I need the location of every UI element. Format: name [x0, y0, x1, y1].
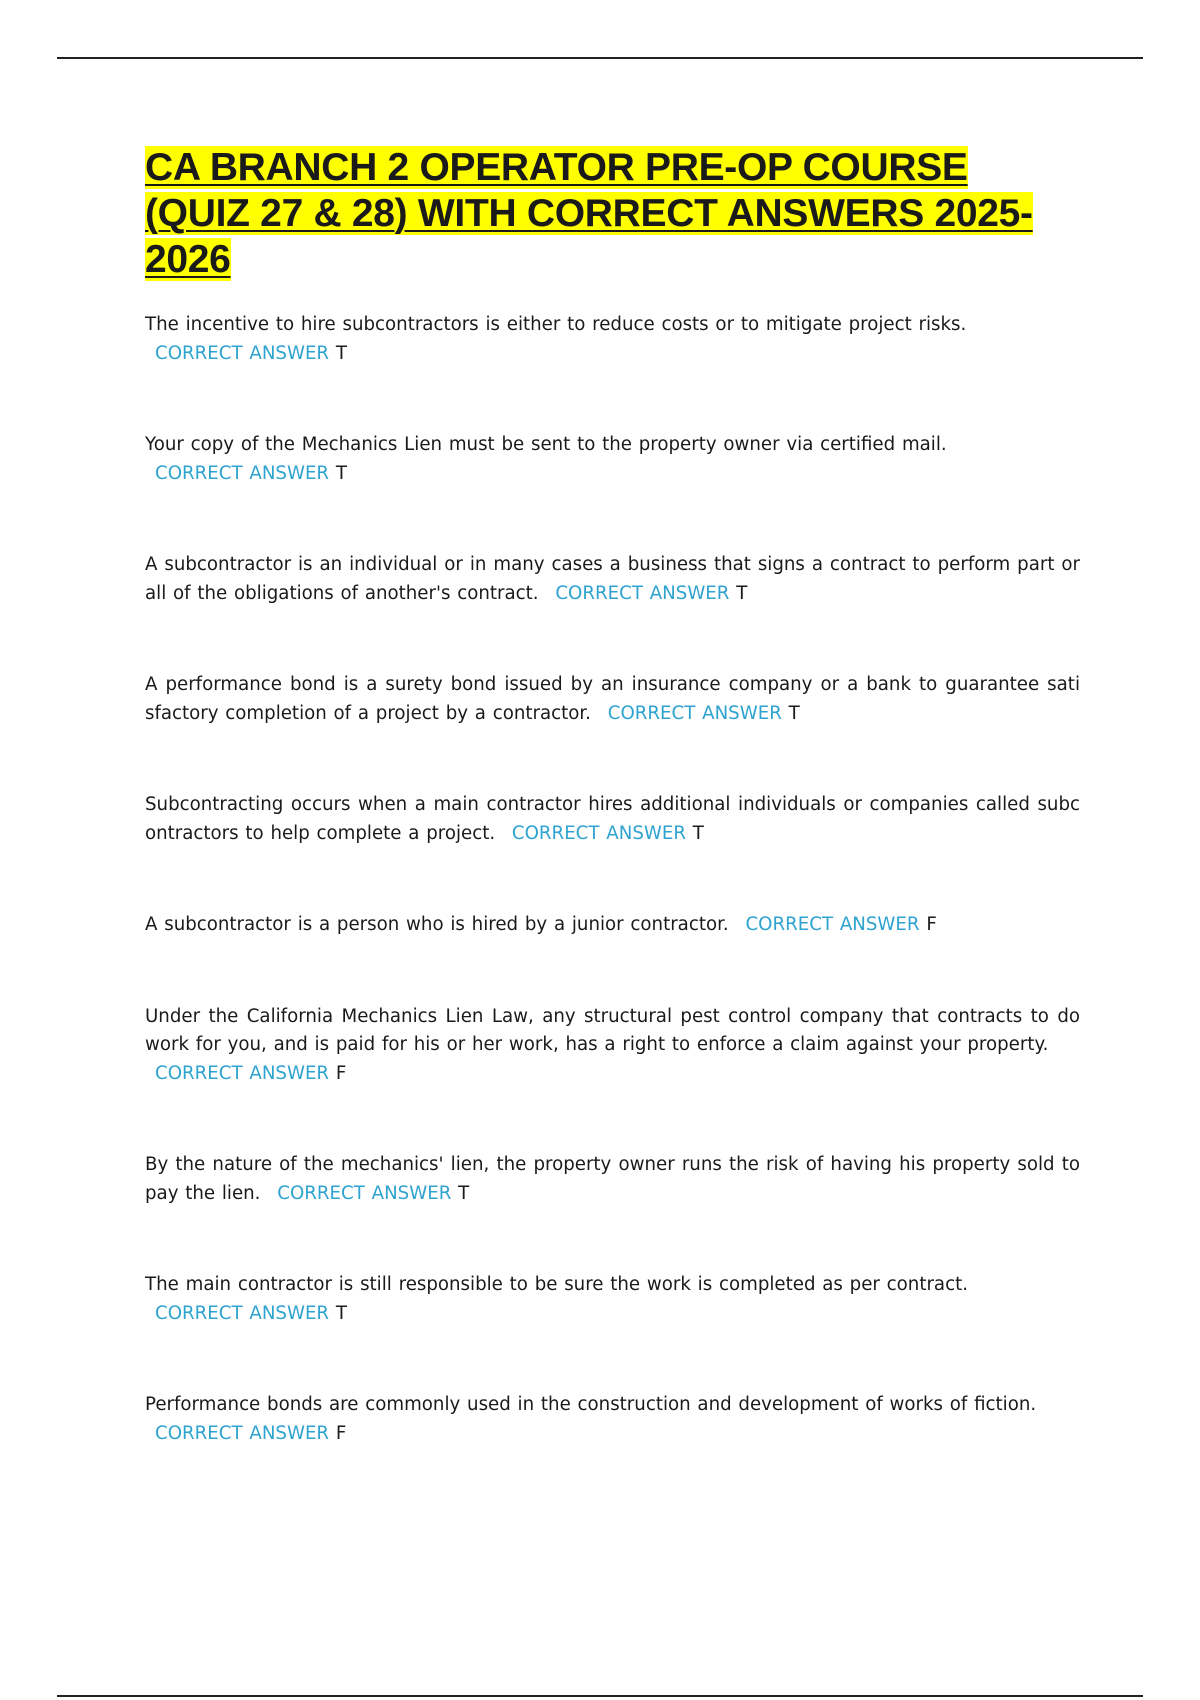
bottom-rule	[57, 1695, 1143, 1697]
question-text: Subcontracting occurs when a main contractor hires additional individuals or companies called subc ontractors to help complete a project.	[145, 794, 1080, 844]
question-item	[145, 791, 1080, 848]
answer-value: F	[335, 1422, 347, 1444]
question-item	[145, 1391, 1080, 1448]
answer-label: CORRECT ANSWER	[745, 914, 920, 935]
answer-label: CORRECT ANSWER	[511, 822, 686, 844]
question-item	[145, 911, 1080, 940]
answer-value: T	[335, 1302, 347, 1324]
document-title	[145, 145, 1080, 283]
document-title-text: CA BRANCH 2 OPERATOR PRE-OP COURSE (QUIZ 27 & 28) WITH CORRECT ANSWERS 2025-2026	[145, 146, 1033, 281]
answer-value: F	[926, 914, 937, 935]
document-body	[145, 145, 1080, 1448]
question-item	[145, 671, 1080, 728]
question-item	[145, 431, 1080, 488]
question-text: A subcontractor is a person who is hired by a junior contractor.	[145, 914, 729, 935]
answer-label: CORRECT ANSWER	[607, 702, 782, 724]
top-rule	[57, 57, 1143, 59]
answer-value: T	[692, 822, 704, 844]
question-item	[145, 1151, 1080, 1208]
question-item	[145, 1003, 1080, 1089]
answer-label: CORRECT ANSWER	[555, 582, 730, 604]
question-text: Performance bonds are commonly used in the construction and development of works of fiction.	[145, 1394, 1037, 1415]
answer-label: CORRECT ANSWER	[277, 1182, 452, 1204]
answer-value: T	[788, 702, 800, 724]
answer-label: CORRECT ANSWER	[155, 1062, 330, 1084]
question-text: Your copy of the Mechanics Lien must be sent to the property owner via certified mail.	[145, 434, 947, 455]
answer-value: T	[335, 342, 347, 364]
answer-label: CORRECT ANSWER	[155, 1302, 330, 1324]
answer-value: T	[736, 582, 748, 604]
question-text: Under the California Mechanics Lien Law, any structural pest control company that contracts to do work for you, and is paid for his or her work, has a right to enforce a claim against your property.	[145, 1005, 1080, 1055]
question-text: The incentive to hire subcontractors is either to reduce costs or to mitigate project risks.	[145, 314, 967, 335]
answer-label: CORRECT ANSWER	[155, 1422, 330, 1444]
answer-value: T	[458, 1182, 470, 1204]
question-text: A subcontractor is an individual or in many cases a business that signs a contract to perform part or all of the obligations of another's contract.	[145, 554, 1080, 604]
answer-value: T	[335, 462, 347, 484]
question-text: By the nature of the mechanics' lien, the property owner runs the risk of having his property sold to pay the lien.	[145, 1154, 1080, 1204]
answer-label: CORRECT ANSWER	[155, 462, 330, 484]
question-item	[145, 311, 1080, 368]
question-item	[145, 1271, 1080, 1328]
answer-value: F	[335, 1062, 347, 1084]
answer-label: CORRECT ANSWER	[155, 342, 330, 364]
question-text: The main contractor is still responsible to be sure the work is completed as per contract.	[145, 1274, 968, 1295]
question-item	[145, 551, 1080, 608]
question-text: A performance bond is a surety bond issued by an insurance company or a bank to guarantee sati sfactory completion of a project by a contractor.	[145, 674, 1080, 724]
